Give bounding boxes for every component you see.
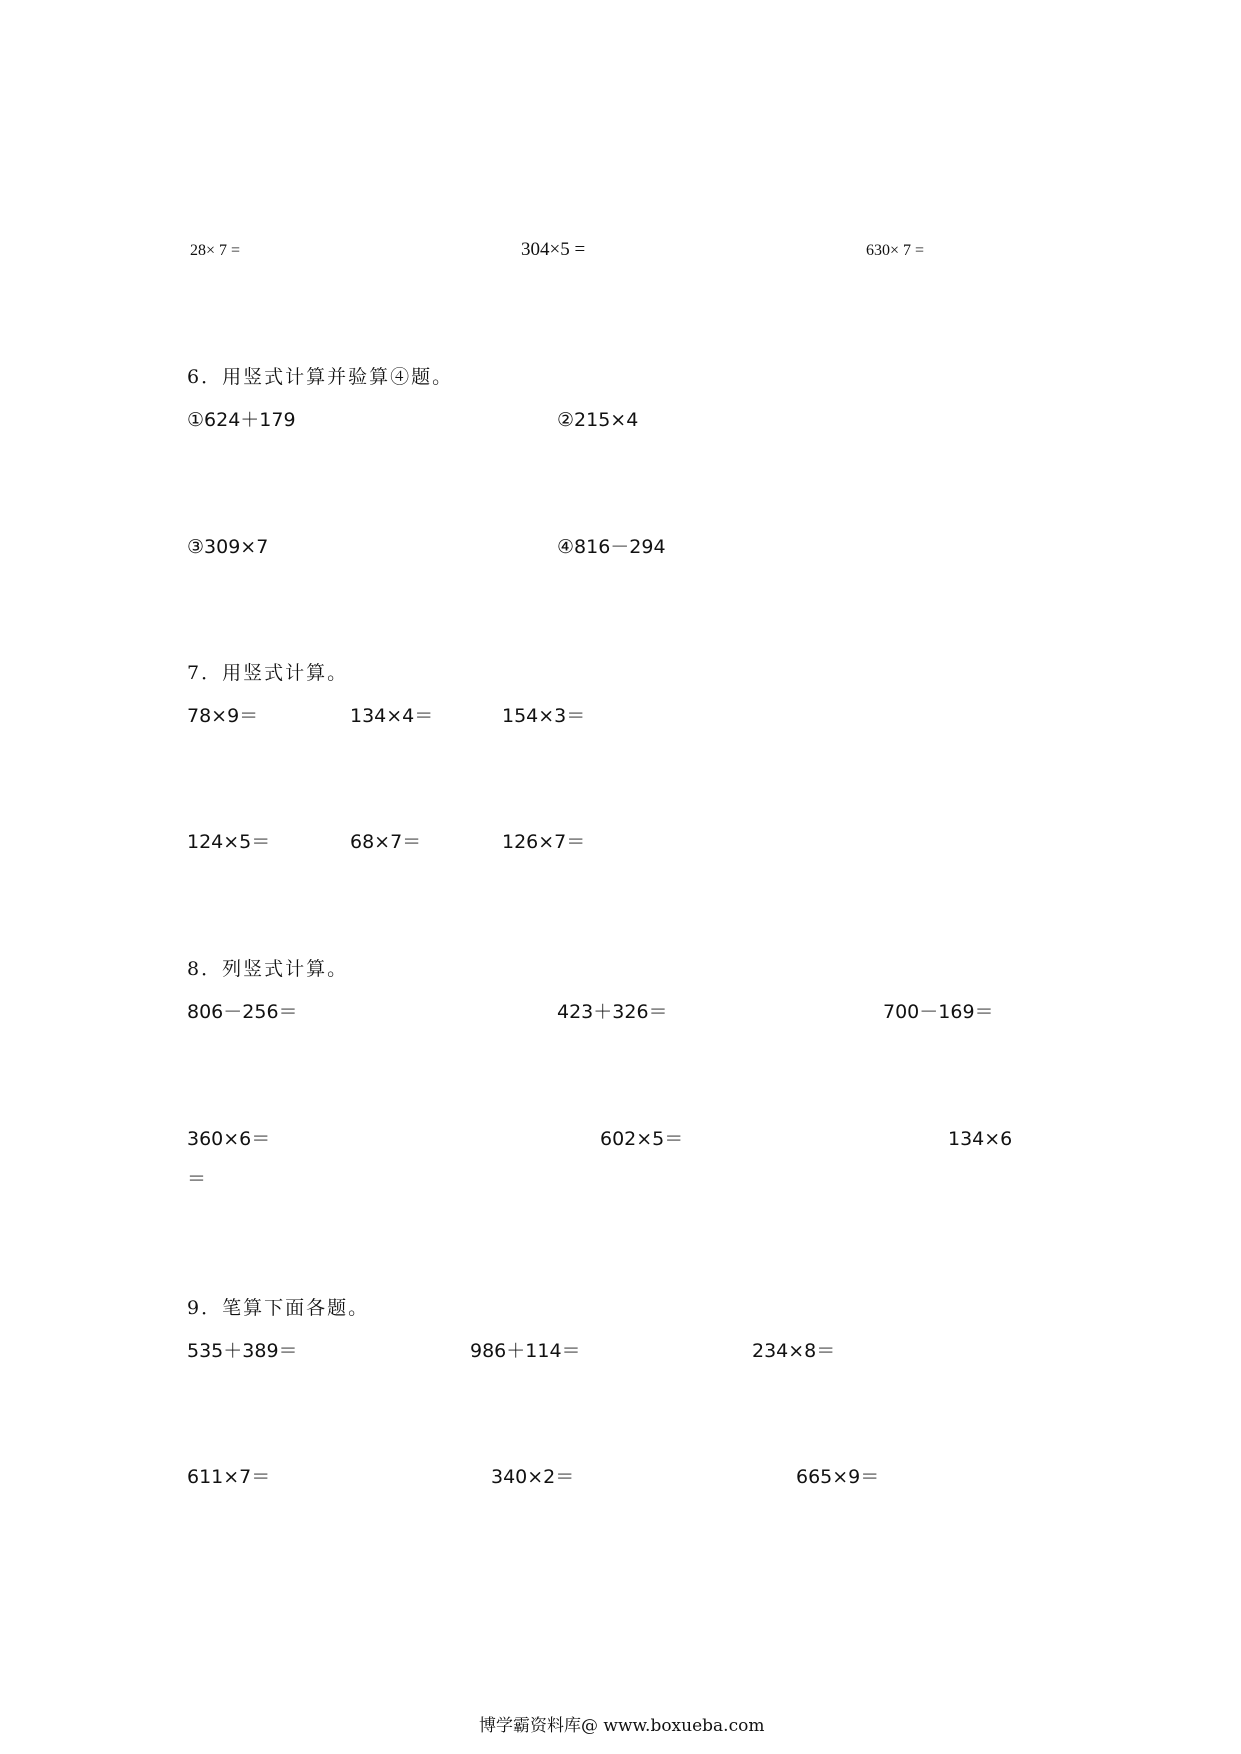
q9-problem: 340×2＝ bbox=[491, 1466, 575, 1488]
q8-problem: 134×6 bbox=[948, 1128, 1013, 1150]
q8-problem: 700－169＝ bbox=[883, 1001, 994, 1023]
q8-problem: 602×5＝ bbox=[600, 1128, 684, 1150]
q8-problem: 806－256＝ bbox=[187, 1001, 298, 1023]
footer-watermark: 博学霸资料库@ www.boxueba.com bbox=[479, 1716, 765, 1736]
q7-problem: 68×7＝ bbox=[350, 831, 422, 853]
problem-28x7: 28× 7 = bbox=[190, 242, 241, 259]
q6-item-2: ②215×4 bbox=[557, 409, 639, 431]
q6-item-4: ④816－294 bbox=[557, 536, 666, 558]
q8-problem: 423＋326＝ bbox=[557, 1001, 668, 1023]
q9-problem: 986＋114＝ bbox=[470, 1340, 581, 1362]
problem-304x5: 304×5 = bbox=[521, 239, 586, 260]
q6-item-1: ①624＋179 bbox=[187, 409, 296, 431]
q7-problem: 78×9＝ bbox=[187, 705, 259, 727]
q8-heading: 8．列竖式计算。 bbox=[187, 958, 349, 980]
q7-heading: 7．用竖式计算。 bbox=[187, 662, 349, 684]
q6-item-3: ③309×7 bbox=[187, 536, 269, 558]
q7-problem: 154×3＝ bbox=[502, 705, 586, 727]
problem-630x7: 630× 7 = bbox=[866, 242, 925, 259]
q7-problem: 126×7＝ bbox=[502, 831, 586, 853]
q9-problem: 234×8＝ bbox=[752, 1340, 836, 1362]
q7-problem: 134×4＝ bbox=[350, 705, 434, 727]
q8-problem: 360×6＝ bbox=[187, 1128, 271, 1150]
q9-problem: 665×9＝ bbox=[796, 1466, 880, 1488]
q7-problem: 124×5＝ bbox=[187, 831, 271, 853]
q8-wrapped-equals: ＝ bbox=[187, 1168, 207, 1190]
q9-problem: 535＋389＝ bbox=[187, 1340, 298, 1362]
q9-problem: 611×7＝ bbox=[187, 1466, 271, 1488]
q6-heading: 6．用竖式计算并验算④题。 bbox=[187, 366, 454, 388]
q9-heading: 9．笔算下面各题。 bbox=[187, 1297, 370, 1319]
